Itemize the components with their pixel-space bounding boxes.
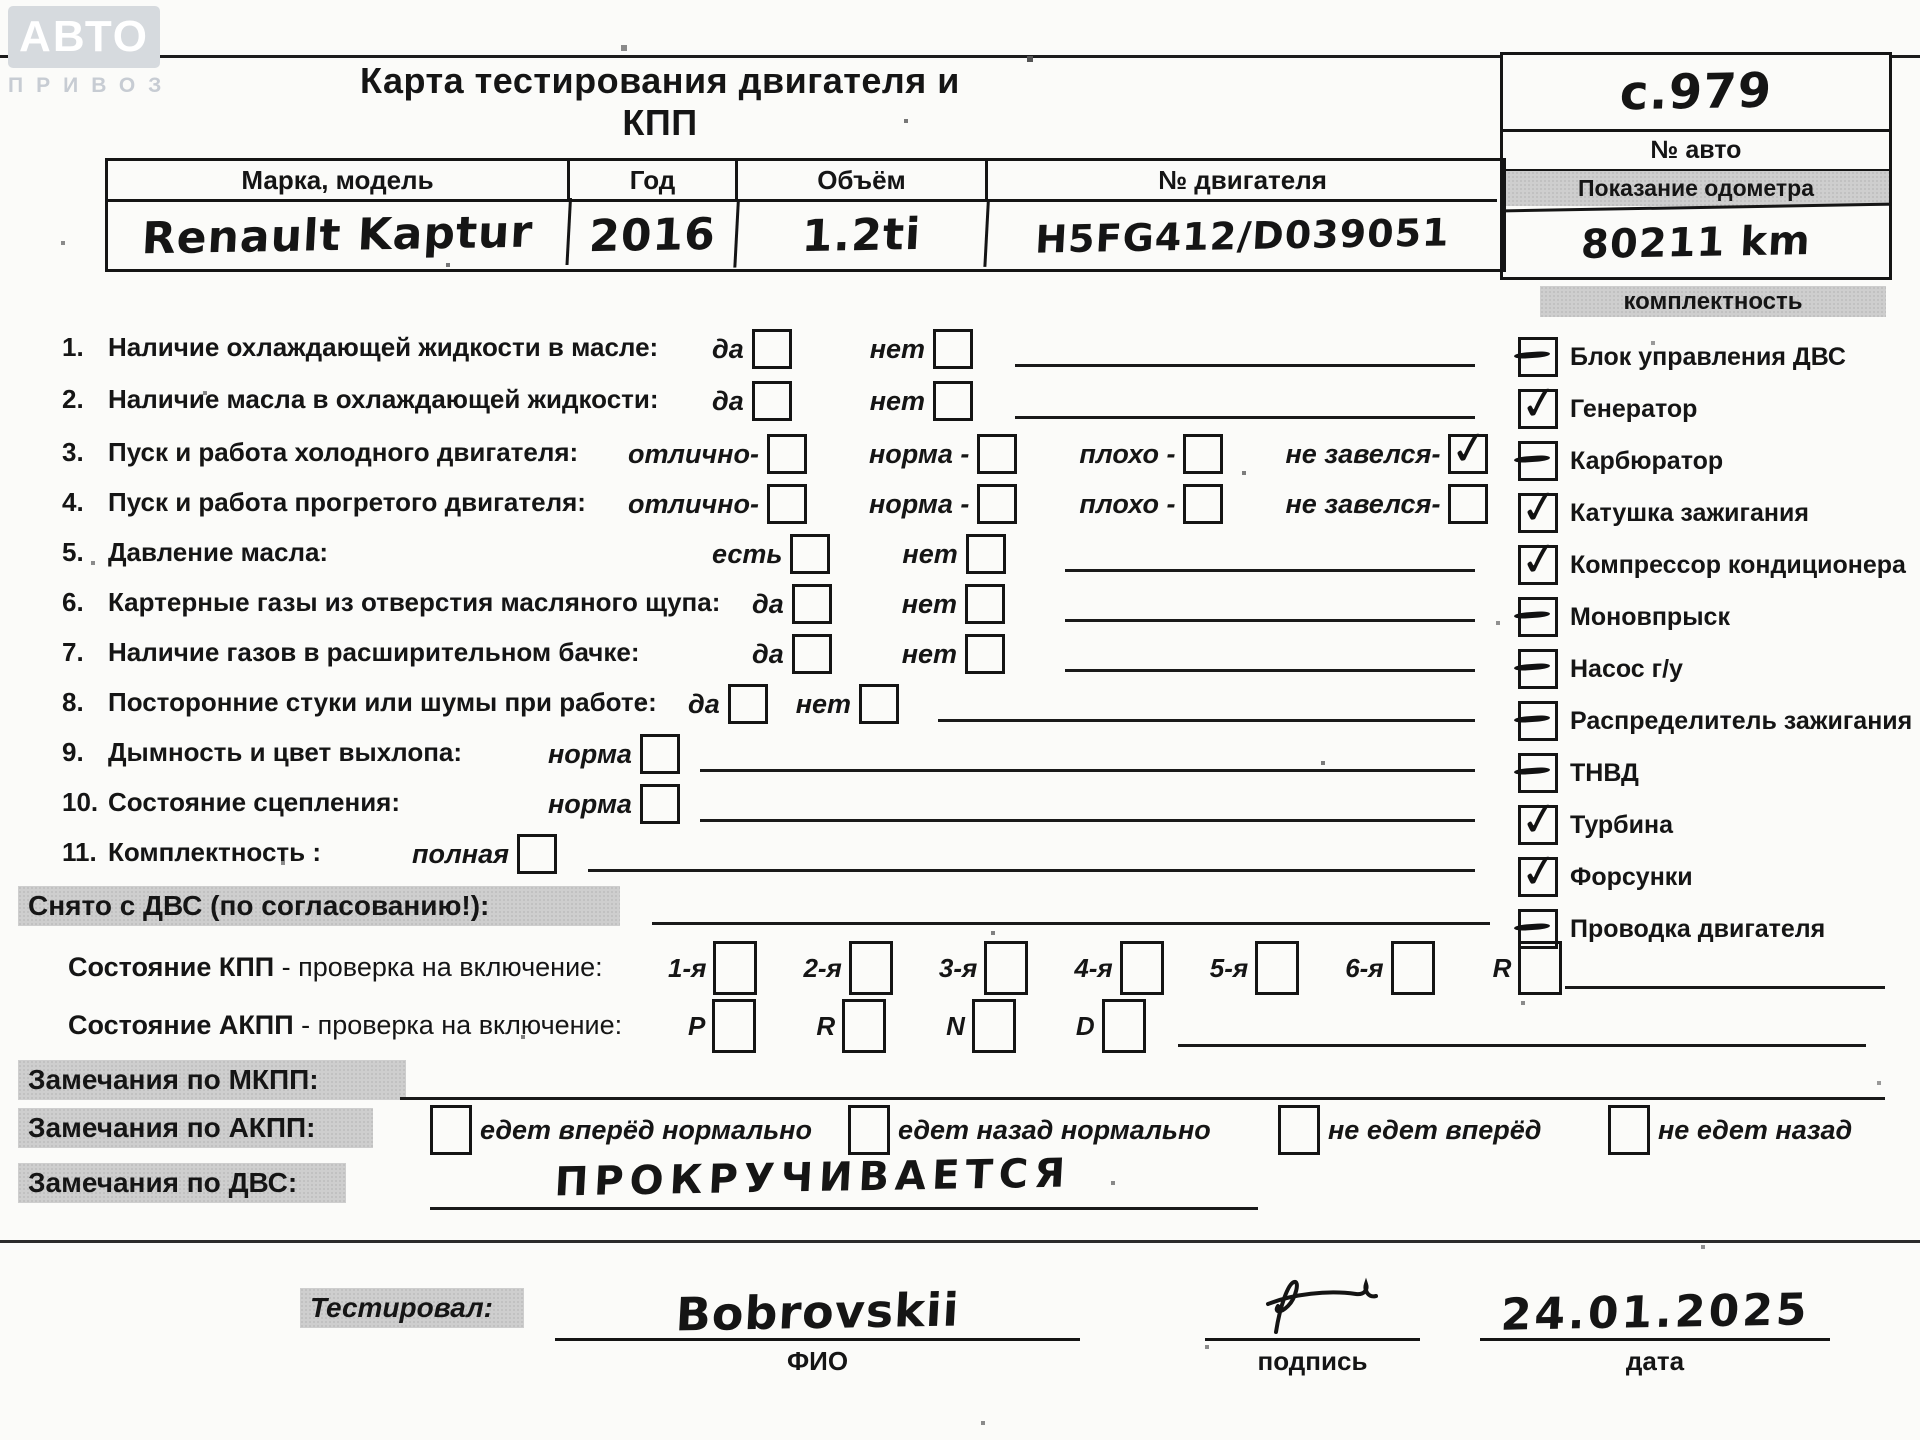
- completeness-label: Распределитель зажигания: [1570, 706, 1913, 735]
- dvs-remark-handwritten: ПРОКРУЧИВАЕТСЯ: [553, 1150, 1073, 1206]
- option-label: едет вперёд нормально: [480, 1114, 812, 1145]
- checkbox: [1102, 999, 1146, 1053]
- row-label: Дымность и цвет выхлопа:: [108, 737, 463, 767]
- completeness-label: Катушка зажигания: [1570, 498, 1809, 527]
- checkbox: [977, 434, 1017, 474]
- header-year: Год: [570, 161, 738, 202]
- option-label: нет: [901, 638, 958, 669]
- option-label: нет: [869, 385, 926, 416]
- scan-noise: [0, 0, 2, 2]
- completeness-label: Форсунки: [1570, 862, 1693, 891]
- akpp-remark-option: [430, 1106, 812, 1154]
- checkbox: [1518, 649, 1558, 689]
- row-label: Наличие газов в расширительном бачке:: [108, 637, 640, 667]
- row-number: 1.: [62, 332, 84, 362]
- row-number: 11.: [62, 837, 97, 867]
- removed-from-engine-label: Снято с ДВС (по согласованию!):: [18, 886, 620, 926]
- checkbox: [640, 784, 680, 824]
- odometer-value-handwritten: 80211 km: [1501, 203, 1891, 281]
- option-label: не едет вперёд: [1328, 1114, 1542, 1145]
- row-number: 6.: [62, 587, 84, 617]
- option-label: нет: [901, 588, 958, 619]
- gear-label: 1-я: [668, 952, 707, 983]
- checklist-row: [0, 378, 1500, 424]
- checkbox: [977, 484, 1017, 524]
- signature-caption: подпись: [1257, 1346, 1368, 1376]
- checkbox: [1518, 941, 1562, 995]
- row-label: Картерные газы из отверстия масляного щупа:: [108, 587, 721, 617]
- checkbox: [966, 534, 1006, 574]
- checklist-row: [0, 531, 1500, 577]
- akpp-remark-option: [1278, 1106, 1541, 1154]
- akpp-remark-option: [1608, 1106, 1852, 1154]
- completeness-item: [1518, 388, 1918, 430]
- answer-line: [400, 1097, 1885, 1100]
- completeness-label: Карбюратор: [1570, 446, 1724, 475]
- checklist-row: [0, 731, 1500, 777]
- checkbox: [1518, 857, 1558, 897]
- checkbox: [728, 684, 768, 724]
- value-year: 2016: [568, 201, 740, 271]
- checkbox: [1183, 434, 1223, 474]
- completeness-label: Блок управления ДВС: [1570, 342, 1846, 371]
- checkbox: [984, 941, 1028, 995]
- page-title: Карта тестирования двигателя и КПП: [360, 60, 960, 143]
- checkbox: [1183, 484, 1223, 524]
- checkbox: [1518, 597, 1558, 637]
- checkbox: [1608, 1105, 1650, 1155]
- gear-label: 4-я: [1074, 952, 1113, 983]
- checklist-row: [0, 631, 1500, 677]
- checkbox: [792, 634, 832, 674]
- checkbox: [1448, 484, 1488, 524]
- answer-line: [700, 769, 1475, 772]
- checkbox: [752, 329, 792, 369]
- row-number: 4.: [62, 487, 84, 517]
- akpp-label: [68, 1010, 622, 1041]
- answer-line: [430, 1207, 1258, 1210]
- value-volume: 1.2ti: [736, 200, 990, 271]
- akpp-check-row: [0, 1000, 1920, 1052]
- tested-by-label: Тестировал:: [300, 1288, 524, 1328]
- checkbox: [767, 484, 807, 524]
- row-label: Давление масла:: [108, 537, 329, 567]
- checkbox: [517, 834, 557, 874]
- row-number: 10.: [62, 787, 99, 817]
- page-ref-handwritten: с.979: [1618, 62, 1774, 122]
- checkbox: [933, 381, 973, 421]
- option-label: плохо -: [1079, 488, 1176, 519]
- row-number: 7.: [62, 637, 84, 667]
- row-label: Состояние сцепления:: [108, 787, 401, 817]
- option-label: да: [712, 385, 744, 416]
- completeness-item: [1518, 804, 1918, 846]
- checkbox: [849, 941, 893, 995]
- answer-line: [588, 869, 1475, 872]
- checklist-row: [0, 326, 1500, 372]
- header-engine-no: № двигателя: [988, 161, 1497, 202]
- checklist-row: [0, 831, 1500, 877]
- option-label: едет назад нормально: [898, 1114, 1211, 1145]
- checkbox: [1518, 337, 1558, 377]
- date-field: [1480, 1282, 1830, 1377]
- completeness-label: Проводка двигателя: [1570, 914, 1826, 943]
- auto-number-label: № авто: [1503, 129, 1889, 169]
- checkbox: [713, 941, 757, 995]
- checkbox: [1518, 545, 1558, 585]
- value-make-model: Renault Kaptur: [106, 198, 572, 273]
- row-label: Комплектность :: [108, 837, 322, 867]
- option-label: отлично-: [628, 438, 759, 469]
- option-label: не завелся-: [1285, 488, 1441, 519]
- option-label: не едет назад: [1658, 1114, 1853, 1145]
- completeness-label: Компрессор кондиционера: [1570, 550, 1906, 579]
- completeness-item: [1518, 336, 1918, 378]
- option-label: норма: [548, 738, 632, 769]
- completeness-header: комплектность: [1540, 286, 1886, 317]
- date-handwritten: 24.01.2025: [1499, 1284, 1811, 1341]
- tester-name-field: [555, 1282, 1080, 1377]
- option-label: есть: [712, 538, 783, 569]
- option-label: норма: [548, 788, 632, 819]
- checkbox: [712, 999, 756, 1053]
- checkbox: [1518, 701, 1558, 741]
- checkbox: [965, 584, 1005, 624]
- completeness-item: [1518, 492, 1918, 534]
- completeness-item: [1518, 544, 1918, 586]
- row-number: 3.: [62, 437, 84, 467]
- checkbox: [848, 1105, 890, 1155]
- gear-label: 3-я: [938, 952, 978, 983]
- avtoprivoz-logo: [8, 6, 175, 98]
- completeness-label: Генератор: [1570, 394, 1698, 423]
- checkbox: [790, 534, 830, 574]
- option-label: да: [752, 588, 784, 619]
- checklist-row: [0, 581, 1500, 627]
- answer-line: [1065, 569, 1475, 572]
- answer-line: [1565, 986, 1885, 989]
- completeness-item: [1518, 700, 1918, 742]
- checklist-row: [0, 431, 1500, 477]
- answer-line: [1178, 1044, 1866, 1047]
- checkbox: [1518, 805, 1558, 845]
- option-label: отлично-: [628, 488, 759, 519]
- name-caption: ФИО: [786, 1346, 849, 1376]
- completeness-item: [1518, 752, 1918, 794]
- row-label: Посторонние стуки или шумы при работе:: [108, 687, 657, 717]
- checkbox: [972, 999, 1016, 1053]
- checklist-row: [0, 681, 1500, 727]
- option-label: полная: [412, 838, 510, 869]
- checkbox: [1120, 941, 1164, 995]
- checklist-row: [0, 781, 1500, 827]
- checkbox: [1518, 389, 1558, 429]
- checkbox: [1278, 1105, 1320, 1155]
- signature: [1238, 1276, 1388, 1338]
- option-label: норма -: [868, 488, 970, 519]
- header-volume: Объём: [738, 161, 988, 202]
- checkbox: [933, 329, 973, 369]
- checkbox: [767, 434, 807, 474]
- checkbox: [752, 381, 792, 421]
- completeness-label: Моновпрыск: [1570, 602, 1730, 631]
- gear-label: R: [816, 1010, 836, 1041]
- date-caption: дата: [1625, 1346, 1685, 1376]
- akpp-label-bold: Состояние АКПП: [68, 1010, 294, 1040]
- option-label: да: [688, 688, 720, 719]
- logo-box: [8, 6, 160, 68]
- option-label: нет: [902, 538, 958, 569]
- completeness-label: Насос г/у: [1570, 654, 1683, 683]
- row-number: 8.: [62, 687, 84, 717]
- option-label: норма -: [868, 438, 970, 469]
- car-number-box: [1500, 52, 1892, 280]
- checkbox: [640, 734, 680, 774]
- footer-divider-line: [0, 1240, 1920, 1243]
- row-label: Наличие охлаждающей жидкости в масле:: [108, 332, 659, 362]
- completeness-item: [1518, 596, 1918, 638]
- checkbox: [1391, 941, 1435, 995]
- checkbox: [1448, 434, 1488, 474]
- answer-line: [700, 819, 1475, 822]
- logo-text-bottom: ПРИВОЗ: [8, 74, 175, 97]
- signature-field: [1205, 1282, 1420, 1377]
- kpp-label-bold: Состояние КПП: [68, 952, 275, 982]
- checkbox: [430, 1105, 472, 1155]
- checkbox: [842, 999, 886, 1053]
- checkbox: [1518, 753, 1558, 793]
- completeness-label: ТНВД: [1570, 758, 1639, 787]
- kpp-label: [68, 952, 603, 983]
- akpp-remark-option: [848, 1106, 1211, 1154]
- option-label: нет: [795, 688, 852, 719]
- tester-name-handwritten: Bobrovskii: [674, 1282, 961, 1342]
- gear-label: 6-я: [1345, 952, 1384, 983]
- checkbox: [1518, 493, 1558, 533]
- gear-label: P: [688, 1010, 706, 1041]
- completeness-item: [1518, 440, 1918, 482]
- answer-line: [1015, 364, 1475, 367]
- row-number: 5.: [62, 537, 84, 567]
- gear-label: R: [1492, 952, 1512, 983]
- option-label: не завелся-: [1285, 438, 1441, 469]
- option-label: да: [752, 638, 784, 669]
- row-number: 2.: [62, 384, 84, 414]
- option-label: нет: [869, 333, 926, 364]
- dvs-remarks-label: Замечания по ДВС:: [18, 1163, 346, 1203]
- checkbox: [792, 584, 832, 624]
- odometer-label: Показание одометра: [1503, 169, 1889, 206]
- checkbox: [859, 684, 899, 724]
- row-number: 9.: [62, 737, 84, 767]
- row-label: Наличие масла в охлаждающей жидкости:: [108, 384, 659, 414]
- gear-label: 2-я: [803, 952, 842, 983]
- answer-line: [1065, 619, 1475, 622]
- header-make-model: Марка, модель: [108, 161, 570, 202]
- gear-label: N: [946, 1010, 965, 1041]
- answer-line: [938, 719, 1475, 722]
- kpp-label-rest: - проверка на включение:: [274, 952, 603, 982]
- option-label: да: [712, 333, 744, 364]
- akpp-label-rest: - проверка на включение:: [293, 1010, 623, 1040]
- checklist-row: [0, 481, 1500, 527]
- answer-line: [1065, 669, 1475, 672]
- gear-label: D: [1075, 1010, 1095, 1041]
- completeness-item: [1518, 856, 1918, 898]
- vehicle-table: [105, 158, 1506, 272]
- row-label: Пуск и работа прогретого двигателя:: [108, 487, 586, 517]
- value-engine-no: H5FG412/D039051: [1034, 209, 1451, 262]
- mkpp-remarks-label: Замечания по МКПП:: [18, 1060, 406, 1100]
- completeness-label: Турбина: [1570, 810, 1673, 839]
- kpp-check-row: [0, 942, 1920, 994]
- akpp-remarks-label: Замечания по АКПП:: [18, 1108, 373, 1148]
- completeness-item: [1518, 648, 1918, 690]
- logo-text-top: АВТО: [19, 12, 149, 61]
- option-label: плохо -: [1079, 438, 1176, 469]
- answer-line: [652, 922, 1490, 925]
- row-label: Пуск и работа холодного двигателя:: [108, 437, 579, 467]
- checkbox: [1255, 941, 1299, 995]
- checkbox: [1518, 441, 1558, 481]
- answer-line: [1015, 416, 1475, 419]
- gear-label: 5-я: [1209, 952, 1249, 983]
- checkbox: [965, 634, 1005, 674]
